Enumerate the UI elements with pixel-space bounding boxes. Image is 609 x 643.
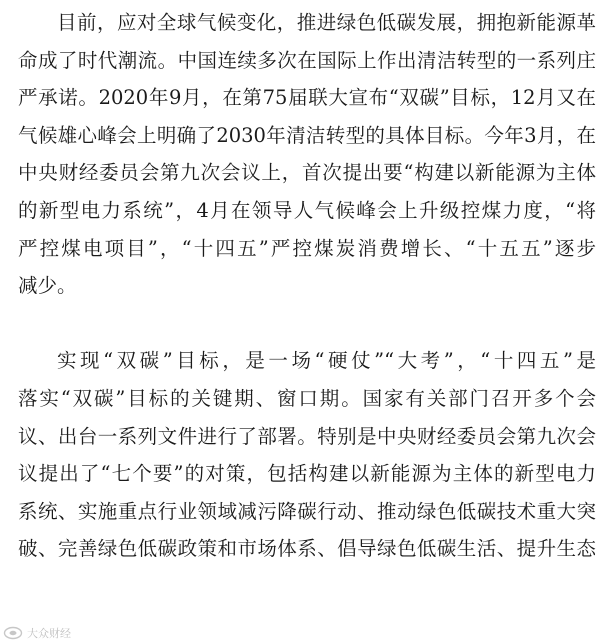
- text-line: 严控煤电项目”，“十四五”严控煤炭消费增长、“十五五”逐步: [18, 236, 596, 260]
- paragraph-1: [18, 4, 596, 305]
- text-line: 议提出了“七个要”的对策，包括构建以新能源为主体的新型电力: [18, 462, 596, 486]
- text-line: 减少。: [18, 274, 77, 298]
- text-line: 的新型电力系统”，4月在领导人气候峰会上升级控煤力度，“将: [18, 198, 596, 222]
- paragraph-2: [18, 342, 596, 568]
- text-line: 严承诺。2020年9月，在第75届联大宣布“双碳”目标，12月又在: [18, 86, 596, 110]
- watermark-text: 大众财经: [27, 627, 71, 640]
- text-line: 实现“双碳”目标，是一场“硬仗”“大考”，“十四五”是: [57, 349, 596, 373]
- paragraph-spacer: [18, 305, 596, 343]
- text-line: 目前，应对全球气候变化，推进绿色低碳发展，拥抱新能源革: [57, 11, 596, 34]
- text-line: 中央财经委员会第九次会议上，首次提出要“构建以新能源为主体: [18, 161, 596, 185]
- text-line: 落实“双碳”目标的关键期、窗口期。国家有关部门召开多个会: [18, 386, 596, 410]
- watermark: [3, 625, 71, 641]
- article-body: [18, 4, 596, 568]
- watermark-logo-icon: [3, 626, 23, 640]
- text-line: 气候雄心峰会上明确了2030年清洁转型的具体目标。今年3月，在: [18, 123, 596, 147]
- text-line: 议、出台一系列文件进行了部署。特别是中央财经委员会第九次会: [18, 424, 596, 448]
- text-line: 命成了时代潮流。中国连续多次在国际上作出清洁转型的一系列庄: [18, 48, 596, 72]
- text-line: 系统、实施重点行业领域减污降碳行动、推动绿色低碳技术重大突: [18, 499, 596, 523]
- text-line: 破、完善绿色低碳政策和市场体系、倡导绿色低碳生活、提升生态: [18, 537, 596, 561]
